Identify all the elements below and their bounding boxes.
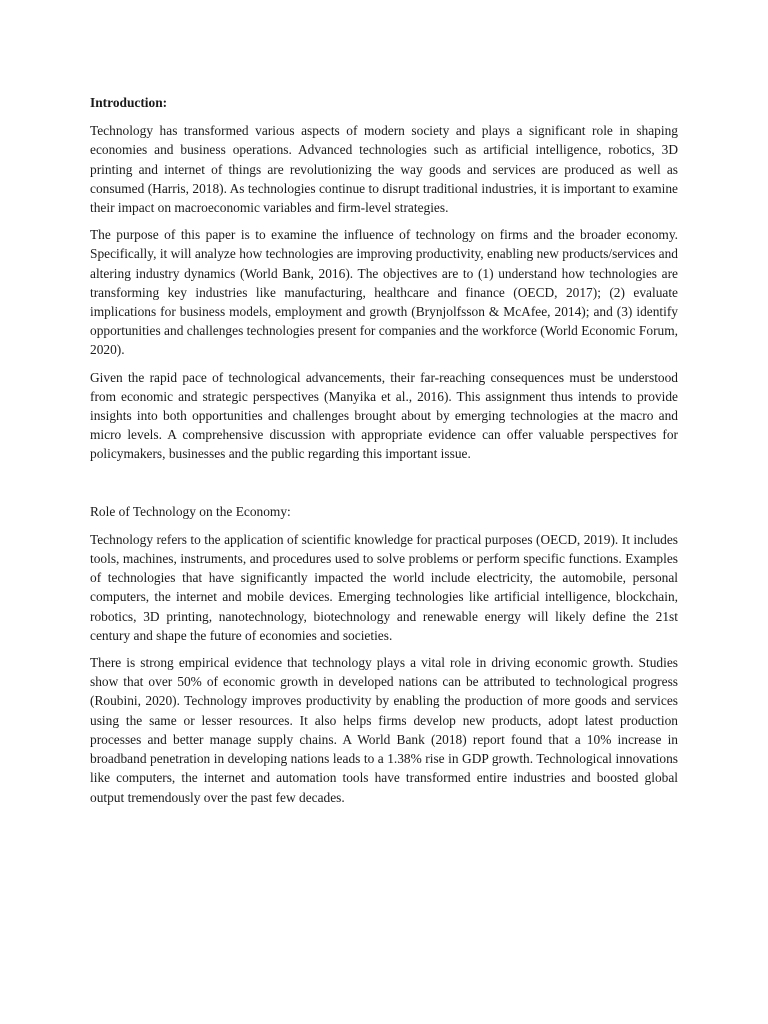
section-heading: Introduction:: [90, 95, 168, 110]
section-spacer: [90, 472, 678, 502]
paragraph: There is strong empirical evidence that technology plays a vital role in driving economic growth. Studies show that over 50% of economic growth in developed nations can be attributed to technological progress (Roubini, 2020). Technology improves productivity by enabling the production of more goods and services using the same or lesser resources. It also helps firms develop new products, adopt latest production processes and better manage supply chains. A World Bank (2018) report found that a 10% increase in broadband penetration in developing nations leads to a 1.38% rise in GDP growth. Technological innovations like computers, the internet and automation tools have transformed entire industries and boosted global output tremendously over the past few decades.: [90, 655, 678, 805]
paragraph: The purpose of this paper is to examine the influence of technology on firms and the broader economy. Specifically, it will analyze how technologies are improving productivity, enabling new products/services and altering industry dynamics (World Bank, 2016). The objectives are to (1) understand how technologies are transforming key industries like manufacturing, healthcare and finance (OECD, 2017); (2) evaluate implications for business models, employment and growth (Brynjolfsson & McAfee, 2014); and (3) identify opportunities and challenges technologies present for companies and the workforce (World Economic Forum, 2020).: [90, 227, 678, 358]
section-heading: Role of Technology on the Economy:: [90, 503, 291, 519]
paragraph: Given the rapid pace of technological advancements, their far-reaching consequences must be understood from economic and strategic perspectives (Manyika et al., 2016). This assignment thus intends to provide insights into both opportunities and challenges brought about by emerging technologies at the macro and micro levels. A comprehensive discussion with appropriate evidence can offer valuable perspectives for policymakers, businesses and the public regarding this important issue.: [90, 369, 678, 462]
section-introduction: [90, 93, 678, 464]
section-role-of-technology: [90, 502, 678, 807]
paragraph: Technology has transformed various aspects of modern society and plays a significant role in shaping economies and business operations. Advanced technologies such as artificial intelligence, robotics, 3D printing and internet of things are revolutionizing the way goods and services are produced as well as consumed (Harris, 2018). As technologies continue to disrupt traditional industries, it is important to examine their impact on macroeconomic variables and firm-level strategies.: [90, 123, 678, 216]
paragraph: Technology refers to the application of scientific knowledge for practical purposes (OECD, 2019). It includes tools, machines, instruments, and procedures used to solve problems or perform specific functions. Examples of technologies that have significantly impacted the world include electricity, the automobile, personal computers, the internet and mobile devices. Emerging technologies like artificial intelligence, blockchain, robotics, 3D printing, nanotechnology, biotechnology and renewable energy will likely define the 21st century and shape the future of economies and societies.: [90, 531, 678, 643]
document-page: [90, 93, 678, 815]
